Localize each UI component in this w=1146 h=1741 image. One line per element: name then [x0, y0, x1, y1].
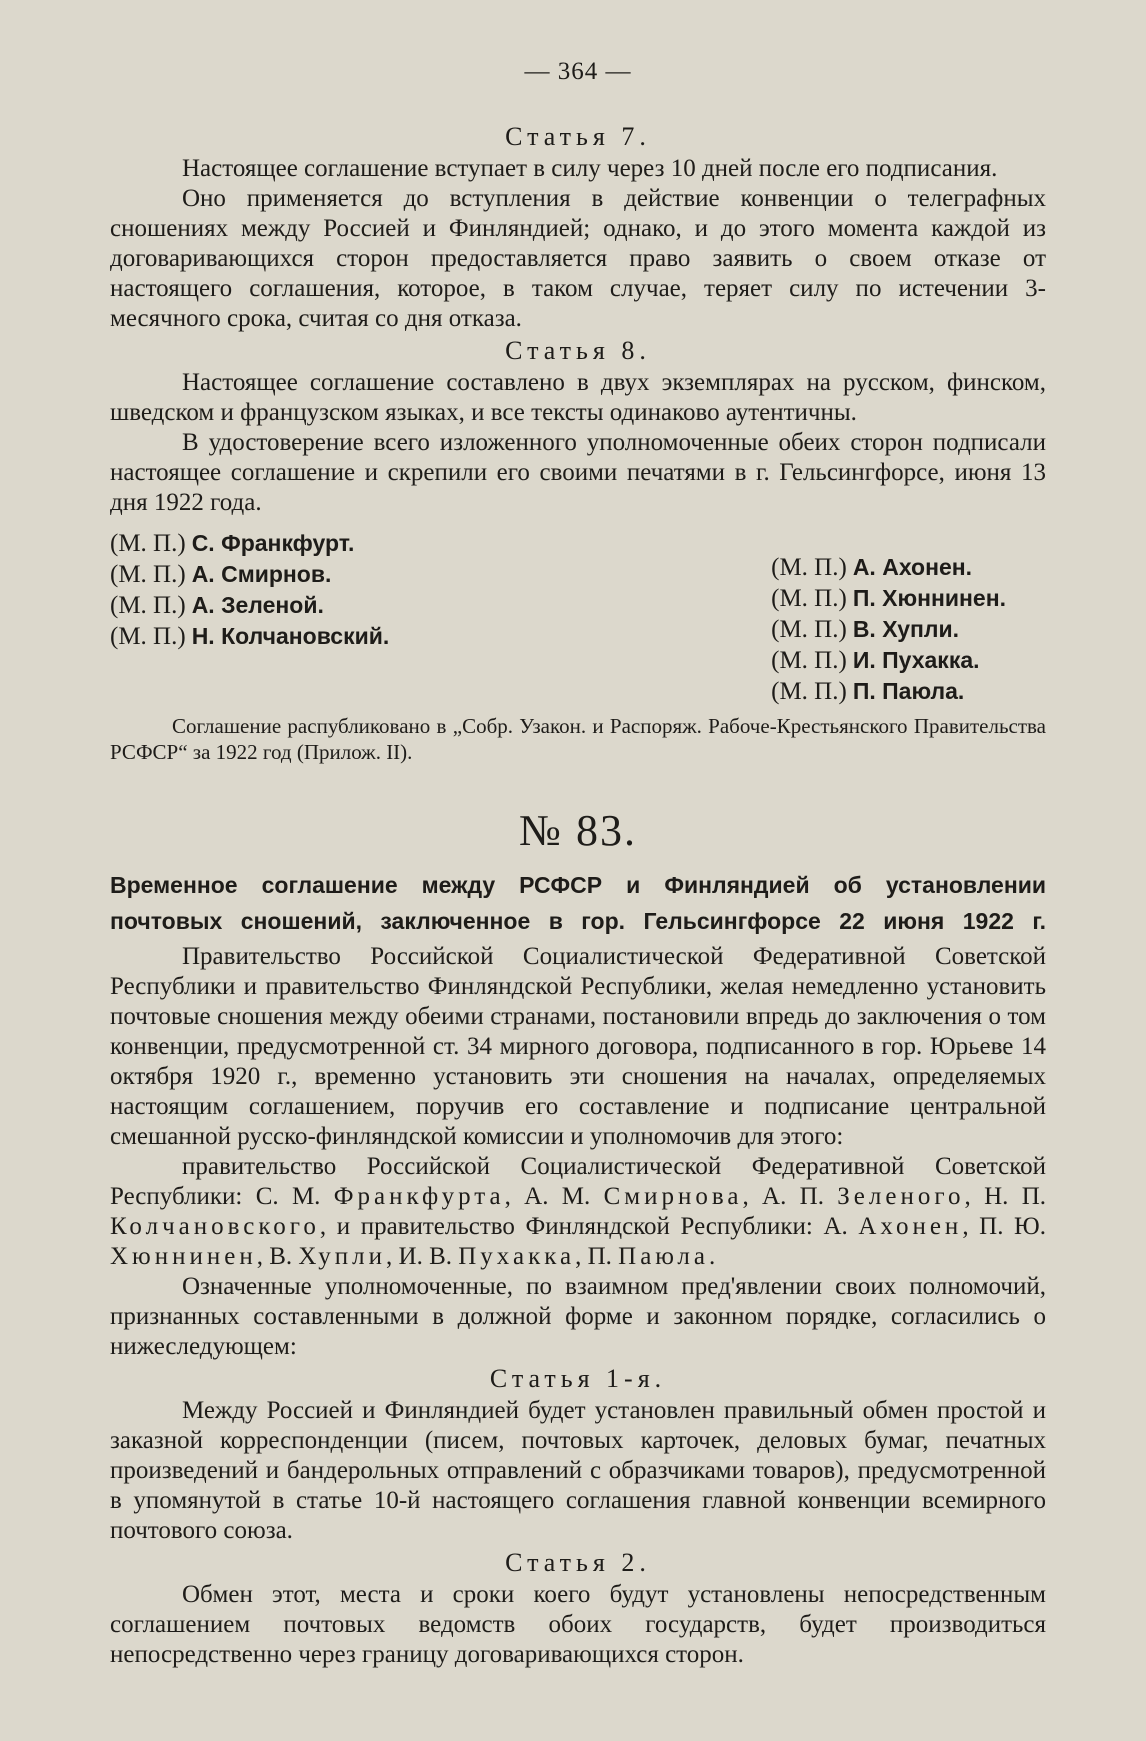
signature-row [110, 528, 389, 559]
seal-mark: (М. П.) [771, 647, 847, 674]
article-7-paragraph-1: Настоящее соглашение вступает в силу через 10 дней после его подписания. [182, 155, 998, 182]
spaced-name: Хупли [298, 1243, 387, 1270]
text-segment: , В. [256, 1243, 299, 1270]
page-number: — 364 — [524, 58, 632, 85]
signature-row [771, 583, 1006, 614]
document-title-line-1: Временное соглашение между РСФСР и Финляндией об установлении [110, 872, 1046, 898]
article-7-heading: Статья 7. [505, 122, 651, 151]
signature-row [771, 614, 1006, 645]
spaced-name: Ахонен [858, 1213, 963, 1240]
signatures-russia [110, 528, 389, 707]
text-segment: , П. [575, 1243, 619, 1270]
text-segment: . [708, 1243, 716, 1270]
seal-mark: (М. П.) [771, 585, 847, 612]
agreement-paragraph: Означенные уполномоченные, по взаимном пред'явлении своих полномочий, признанных составленными в должной форме и законном порядке, согласились о нижеследующем: [110, 1273, 1046, 1360]
spaced-name: Паюла [618, 1243, 709, 1270]
signatory-name: Н. Колчановский. [191, 623, 390, 649]
text-segment: правительство Российской Социалистической Федеративной Советской Республики: С. М. [110, 1153, 1046, 1210]
signatory-name: В. Хупли. [852, 616, 960, 642]
article-8-paragraph-1: Настоящее соглашение составлено в двух экземплярах на русском, финском, шведском и французском языках, и все тексты одинаково аутентичны. [110, 369, 1046, 426]
signatures-finland [771, 528, 1046, 707]
text-segment: , и правительство Финляндской Республики: А. [319, 1213, 859, 1240]
publication-footnote: Соглашение распубликовано в „Собр. Узакон. и Распоряж. Рабоче-Крестьянского Правительства РСФСР“ за 1922 год (Прилож. II). [110, 714, 1046, 764]
text-segment: , А. П. [742, 1183, 838, 1210]
spaced-name: Зеленого [837, 1183, 965, 1210]
spaced-name: Колчановского [110, 1213, 320, 1240]
document-number: № 83. [519, 806, 637, 855]
signature-row [771, 676, 1006, 707]
article-8-paragraph-2: В удостоверение всего изложенного уполномоченные обеих сторон подписали настоящее соглашение и скрепили его своими печатями в г. Гельсингфорсе, июня 13 дня 1922 года. [110, 429, 1046, 516]
seal-mark: (М. П.) [771, 616, 847, 643]
seal-mark: (М. П.) [110, 623, 186, 650]
article-8-heading: Статья 8. [505, 336, 651, 365]
signatory-name: А. Зеленой. [191, 592, 324, 618]
signature-row [771, 645, 1006, 676]
text-segment: , Н. П. [964, 1183, 1046, 1210]
signatory-name: П. Паюла. [852, 678, 965, 704]
seal-mark: (М. П.) [771, 554, 847, 581]
article-1-paragraph: Между Россией и Финляндией будет установлен правильный обмен простой и заказной корреспонденции (писем, почтовых карточек, деловых бумаг, печатных произведений и бандерольных отправлений с образчиками товаров), предусмотренной в упомянутой в статье 10-й настоящего соглашения главной конвенции всемирного почтового союза. [110, 1397, 1046, 1544]
plenipotentiaries-paragraph [110, 1152, 1046, 1272]
spaced-name: Смирнова [603, 1183, 743, 1210]
signature-row [110, 621, 389, 652]
article-7-paragraph-2: Оно применяется до вступления в действие конвенции о телеграфных сношениях между Россией и Финляндией; однако, и до этого момента каждой из договаривающихся сторон предоставляется право заявить о своем отказе от настоящего соглашения, которое, в таком случае, теряет силу по истечении 3-месячного срока, считая со дня отказа. [110, 185, 1046, 332]
text-segment: , П. Ю. [962, 1213, 1046, 1240]
text-segment: , А. М. [504, 1183, 604, 1210]
signature-row [110, 559, 389, 590]
signatory-name: А. Смирнов. [191, 561, 332, 587]
signatory-name: А. Ахонен. [852, 554, 973, 580]
preamble-paragraph: Правительство Российской Социалистической Федеративной Советской Республики и правительство Финляндской Республики, желая немедленно установить почтовые сношения между обеими странами, постановили впредь до заключения о том конвенции, предусмотренной ст. 34 мирного договора, подписанного в гор. Юрьеве 14 октября 1920 г., временно установить эти сношения на началах, определяемых настоящим соглашением, поручив его составление и подписание центральной смешанной русско-финляндской комиссии и уполномочив для этого: [110, 943, 1046, 1150]
article-1-heading: Статья 1-я. [489, 1364, 667, 1393]
signature-row [110, 590, 389, 621]
signatory-name: И. Пухакка. [852, 647, 980, 673]
text-segment: , И. В. [386, 1243, 459, 1270]
spaced-name: Франкфурта [333, 1183, 505, 1210]
signatory-name: П. Хюннинен. [852, 585, 1006, 611]
seal-mark: (М. П.) [771, 678, 847, 705]
article-2-paragraph: Обмен этот, места и сроки коего будут установлены непосредственным соглашением почтовых ведомств обоих государств, будет производиться непосредственно через границу договаривающихся сторон. [110, 1581, 1046, 1668]
signatory-name: С. Франкфурт. [191, 530, 355, 556]
document-title-line-2: почтовых сношений, заключенное в гор. Гельсингфорсе 22 июня 1922 г. [110, 908, 1046, 934]
spaced-name: Пухакка [458, 1243, 576, 1270]
seal-mark: (М. П.) [110, 592, 186, 619]
signatures-block [110, 528, 1046, 707]
signature-row [771, 552, 1006, 583]
seal-mark: (М. П.) [110, 530, 186, 557]
article-2-heading: Статья 2. [505, 1548, 651, 1577]
spaced-name: Хюннинен [110, 1243, 257, 1270]
seal-mark: (М. П.) [110, 561, 186, 588]
